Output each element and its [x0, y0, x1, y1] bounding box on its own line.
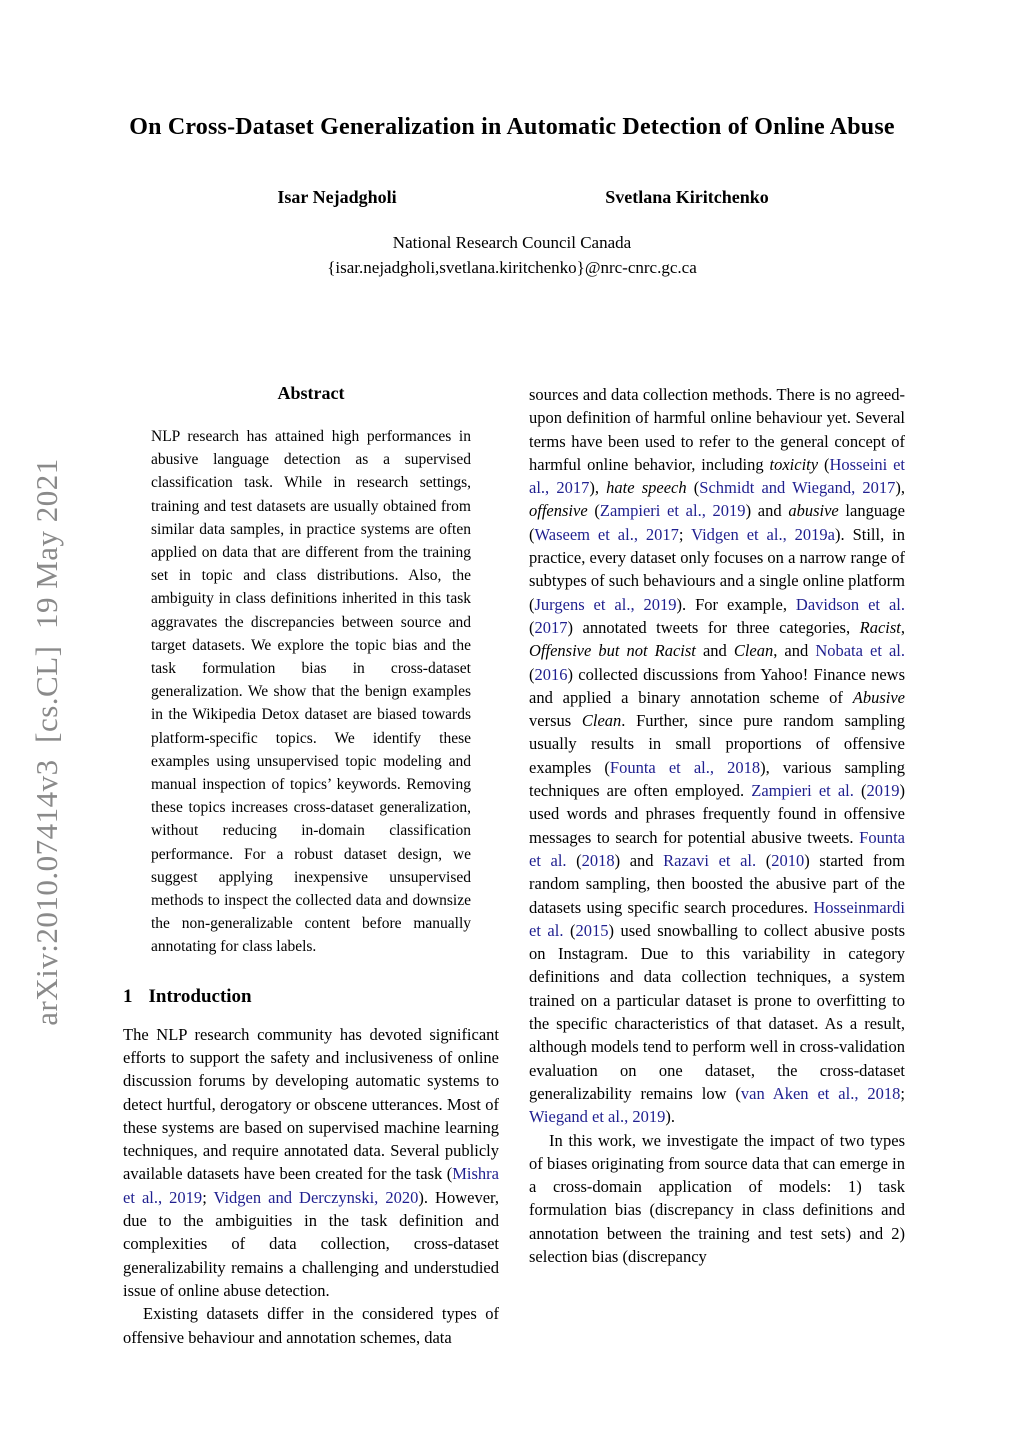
citation-link[interactable]: 2019	[866, 781, 900, 801]
citation-link[interactable]: Jurgens et al., 2019	[534, 594, 677, 614]
citation-link[interactable]: Waseem et al., 2017	[534, 524, 679, 544]
body-text: , and	[773, 641, 816, 661]
citation-link[interactable]: 2018	[581, 850, 615, 870]
body-text: ). Still, in practice, every dataset only focuses on a narrow range of subtypes of such behaviours and a single online platform (	[529, 524, 905, 614]
body-text: The NLP research community has devoted significant efforts to support the safety and inclusiveness of online discussion forums by developing automatic systems to detect hurtful, derogatory or obscene utterances. Most of these systems are based on supervised machine learning techniques, and require annotated data. Several publicly available datasets have been created for the task (	[123, 1024, 499, 1184]
citation-link[interactable]: Founta et al.	[529, 827, 905, 870]
body-text: Existing datasets differ in the considered types of offensive behaviour and annotation schemes, data	[123, 1304, 499, 1347]
body-text: ). However, due to the ambiguities in the task definition and complexities of data collection, cross-dataset generalizability remains a challenging and understudied issue of online abuse detection.	[123, 1187, 499, 1300]
section-number: 1	[123, 985, 133, 1007]
body-text: ) annotated tweets for three categories,	[567, 617, 860, 637]
emphasis-text: Clean	[581, 711, 622, 731]
citation-link[interactable]: 2010	[771, 850, 805, 870]
email-address: {isar.nejadgholi,svetlana.kiritchenko}@nrc-cnrc.gc.ca	[327, 258, 697, 277]
citation-link[interactable]: van Aken et al., 2018	[740, 1083, 901, 1103]
body-text: ),	[589, 478, 607, 498]
citation-link[interactable]: 2016	[534, 664, 568, 684]
abstract-section	[151, 383, 471, 959]
intro-paragraph-1	[123, 1023, 499, 1303]
right-paragraph-1	[529, 383, 905, 1129]
citation-link[interactable]: Mishra et al., 2019	[123, 1164, 499, 1207]
body-text: (	[686, 478, 700, 498]
body-text: ) used words and phrases frequently found in offensive messages to search for potential abusive tweets.	[529, 781, 905, 847]
citation-link[interactable]: 2015	[575, 920, 609, 940]
body-text: ;	[900, 1083, 906, 1103]
emphasis-text: Abusive	[852, 687, 905, 707]
body-text: ) and	[614, 850, 664, 870]
citation-link[interactable]: Founta et al., 2018	[609, 757, 761, 777]
intro-paragraph-2	[123, 1302, 499, 1349]
emphasis-text: toxicity	[769, 454, 819, 474]
citation-link[interactable]: Vidgen et al., 2019a	[691, 524, 835, 544]
body-text: sources and data collection methods. There is no agreed-upon definition of harmful online behaviour yet. Several terms have been used to refer to the general concept of harmful online behavior, including	[529, 385, 905, 474]
citation-link[interactable]: Zampieri et al., 2019	[599, 501, 746, 521]
body-text: (	[756, 850, 772, 870]
body-text: language (	[529, 501, 905, 544]
body-text: ;	[678, 524, 692, 544]
body-text: ),	[895, 478, 905, 498]
emphasis-text: abusive	[788, 501, 839, 521]
body-text: (	[529, 664, 535, 684]
author-row	[162, 187, 862, 208]
paper-title: On Cross-Dataset Generalization in Automatic Detection of Online Abuse	[129, 114, 895, 140]
author-name-1: Isar Nejadgholi	[277, 187, 397, 207]
right-column	[529, 383, 905, 1349]
body-text: (	[587, 501, 600, 521]
citation-link[interactable]: Nobata et al.	[815, 641, 906, 661]
citation-link[interactable]: Zampieri et al.	[751, 781, 854, 801]
section-title: Introduction	[148, 985, 252, 1007]
paper-header	[0, 0, 1024, 278]
body-text: ). For example,	[676, 594, 796, 614]
citation-link[interactable]: Wiegand et al., 2019	[529, 1107, 666, 1127]
arxiv-watermark: arXiv:2010.07414v3 [cs.CL] 19 May 2021	[29, 458, 64, 1026]
citation-link[interactable]: Razavi et al.	[663, 850, 757, 870]
emphasis-text: hate speech	[606, 478, 687, 498]
body-text: (	[563, 920, 576, 940]
body-text: ) and	[745, 501, 789, 521]
author-name-2: Svetlana Kiritchenko	[605, 187, 769, 207]
body-text: and	[695, 641, 734, 661]
abstract-heading: Abstract	[277, 383, 345, 403]
body-text: ) collected discussions from Yahoo! Finance news and applied a binary annotation scheme of	[529, 664, 905, 707]
two-column-body	[123, 383, 905, 1349]
body-text: versus	[529, 711, 582, 731]
body-text: (	[818, 454, 830, 474]
citation-link[interactable]: Davidson et al.	[795, 594, 905, 614]
citation-link[interactable]: 2017	[534, 617, 568, 637]
body-text: ,	[900, 617, 905, 637]
body-text: ;	[202, 1187, 214, 1207]
body-text: ).	[665, 1107, 675, 1127]
citation-link[interactable]: Hosseini et al., 2017	[529, 454, 905, 498]
body-text: ) started from random sampling, then boosted the abusive part of the datasets using specific search procedures.	[529, 850, 905, 917]
body-text: (	[529, 617, 535, 637]
body-text: ), various sampling techniques are often employed.	[529, 757, 905, 801]
emphasis-text: Offensive but not Racist	[529, 641, 696, 661]
abstract-text: NLP research has attained high performances in abusive language detection as a supervised classification task. While in research settings, training and test datasets are usually obtained from similar data samples, in practice systems are often applied on data that are different from the training set in topic and class distributions. Also, the ambiguity in class definitions inherited in this task aggravates the discrepancies between source and target datasets. We explore the topic bias and the task formulation bias in cross-dataset generalization. We show that the benign examples in the Wikipedia Detox dataset are biased towards platform-specific topics. We identify these examples using unsupervised topic modeling and manual inspection of topics’ keywords. Removing these topics increases cross-dataset generalization, without reducing in-domain classification performance. For a robust dataset design, we suggest applying inexpensive unsupervised methods to inspect the collected data and downsize the non-generalizable content before manually annotating for class labels.	[151, 428, 471, 956]
emphasis-text: Racist	[859, 617, 901, 637]
section-heading-introduction	[123, 986, 499, 1008]
citation-link[interactable]: Schmidt and Wiegand, 2017	[699, 478, 896, 498]
affiliation: National Research Council Canada	[392, 233, 632, 252]
body-text: (	[566, 850, 582, 870]
emphasis-text: Clean	[733, 641, 774, 661]
citation-link[interactable]: Hosseinmardi et al.	[529, 897, 905, 940]
body-text: . Further, since pure random sampling usually results in small proportions of offensive examples (	[529, 711, 905, 777]
body-text: In this work, we investigate the impact of two types of biases originating from source data that can emerge in a cross-domain application of models: 1) task formulation bias (discrepancy in class definitions and annotation between the training and test sets) and 2) selection bias (discrepancy	[529, 1130, 905, 1266]
emphasis-text: offensive	[529, 501, 588, 521]
citation-link[interactable]: Vidgen and Derczynski, 2020	[213, 1187, 419, 1207]
left-column	[123, 383, 499, 1349]
body-text: (	[853, 781, 867, 801]
right-paragraph-2	[529, 1129, 905, 1269]
body-text: ) used snowballing to collect abusive posts on Instagram. Due to this variability in category definitions and data collection techniques, a system trained on a particular dataset is prone to overfitting to the specific characteristics of that dataset. As a result, although models tend to perform well in cross-validation evaluation on one dataset, the cross-dataset generalizability remains low (	[529, 920, 905, 1103]
